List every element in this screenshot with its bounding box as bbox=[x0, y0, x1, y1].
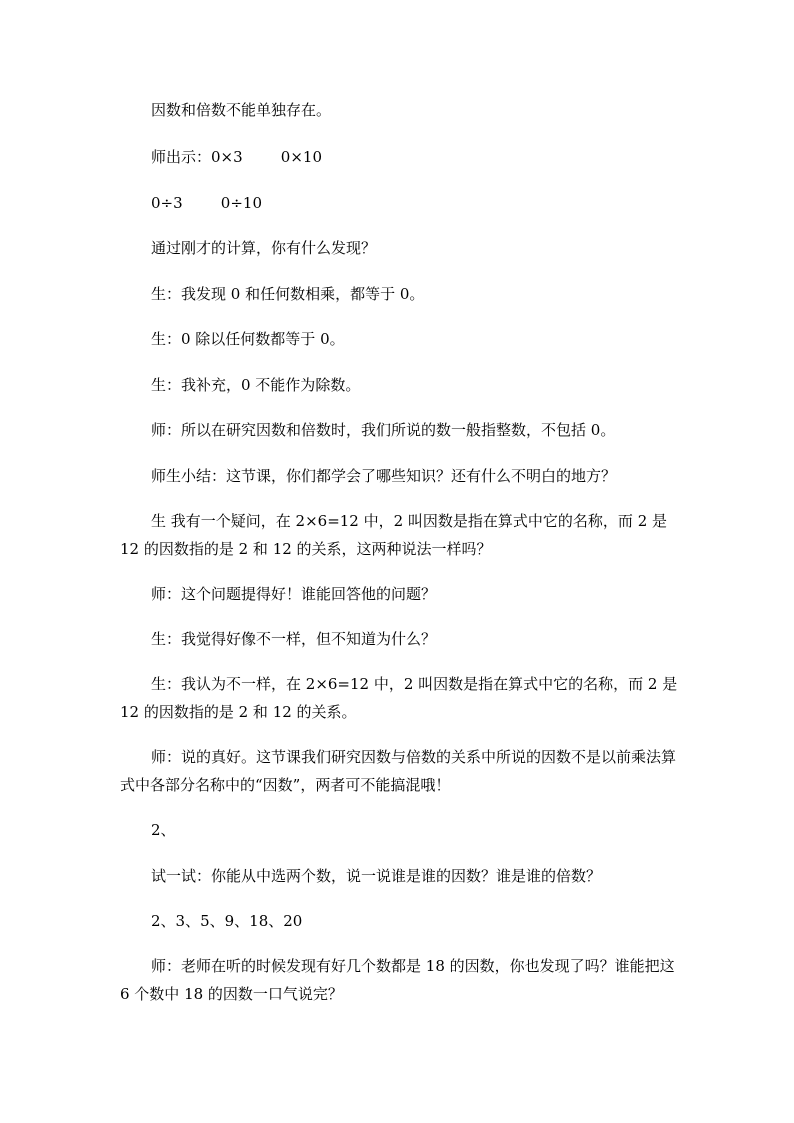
paragraph-15: 2、 bbox=[151, 821, 176, 839]
paragraph-5: 生：我发现 0 和任何数相乘，都等于 0。 bbox=[151, 285, 425, 303]
paragraph-10: 生 我有一个疑问，在 2×6=12 中，2 叫因数是指在算式中它的名称，而 2 是 12 的因数指的是 2 和 12 的关系，这两种说法一样吗？ bbox=[120, 512, 672, 558]
paragraph-17: 2、3、5、9、18、20 bbox=[151, 912, 303, 930]
paragraph-11: 师：这个问题提得好！谁能回答他的问题？ bbox=[151, 585, 437, 603]
paragraph-9: 师生小结：这节课，你们都学会了哪些知识？还有什么不明白的地方？ bbox=[151, 467, 617, 485]
paragraph-18: 师：老师在听的时候发现有好几个数都是 18 的因数，你也发现了吗？谁能把这 6 个数中 18 的因数一口气说完？ bbox=[120, 957, 680, 1003]
paragraph-8: 师：所以在研究因数和倍数时，我们所说的数一般指整数，不包括 0。 bbox=[151, 421, 616, 439]
paragraph-14: 师：说的真好。这节课我们研究因数与倍数的关系中所说的因数不是以前乘法算式中各部分名称中的“因数”，两者可不能搞混哦！ bbox=[120, 748, 677, 794]
paragraph-1: 因数和倍数不能单独存在。 bbox=[151, 101, 332, 119]
paragraph-2: 师出示：0×3 0×10 bbox=[151, 148, 322, 166]
paragraph-4: 通过刚才的计算，你有什么发现？ bbox=[151, 239, 377, 257]
paragraph-13: 生：我认为不一样，在 2×6=12 中，2 叫因数是指在算式中它的名称，而 2 是 12 的因数指的是 2 和 12 的关系。 bbox=[120, 675, 683, 721]
paragraph-6: 生：0 除以任何数都等于 0。 bbox=[151, 330, 345, 348]
paragraph-16: 试一试：你能从中选两个数，说一说谁是谁的因数？谁是谁的倍数？ bbox=[151, 867, 602, 885]
paragraph-12: 生：我觉得好像不一样，但不知道为什么？ bbox=[151, 630, 437, 648]
paragraph-3: 0÷3 0÷10 bbox=[151, 194, 262, 212]
paragraph-7: 生：我补充，0 不能作为除数。 bbox=[151, 376, 361, 394]
